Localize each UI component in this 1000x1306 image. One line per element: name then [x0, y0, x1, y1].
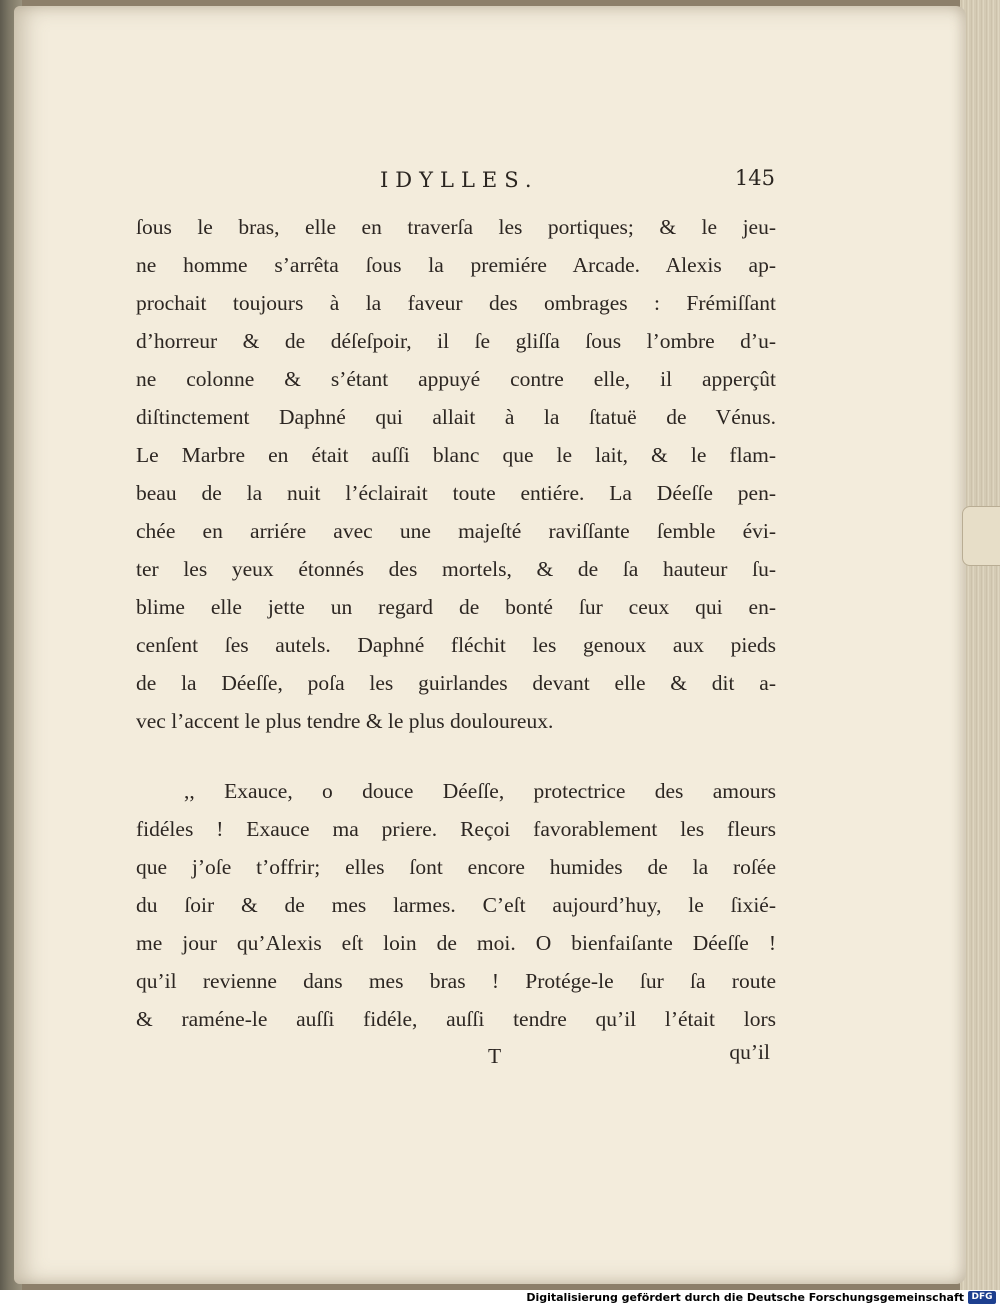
text-line: ne colonne & s’étant appuyé contre elle, il apperçût — [136, 367, 776, 391]
page-number: 145 — [734, 166, 775, 190]
text-line: Le Marbre en était auſſi blanc que le lait, & le flam- — [136, 443, 776, 467]
catchword: qu’il — [729, 1040, 770, 1064]
text-line: ,, Exauce, o douce Déeſſe, protectrice des amours — [184, 779, 776, 803]
text-line: prochait toujours à la faveur des ombrages : Frémiſſant — [136, 291, 776, 315]
text-line: chée en arriére avec une majeſté raviſſante ſemble évi- — [136, 519, 776, 543]
running-head-title: IDYLLES. — [380, 168, 539, 192]
running-head — [145, 168, 775, 202]
text-line: beau de la nuit l’éclairait toute entiére. La Déeſſe pen- — [136, 481, 776, 505]
page-edges — [960, 0, 1000, 1290]
text-line: qu’il revienne dans mes bras ! Protége-le ſur ſa route — [136, 969, 776, 993]
text-line: cenſent ſes autels. Daphné fléchit les genoux aux pieds — [136, 633, 776, 657]
digitization-footer — [0, 1290, 1000, 1306]
text-line: me jour qu’Alexis eſt loin de moi. O bienfaiſante Déeſſe ! — [136, 931, 776, 955]
dfg-logo-icon: DFG — [968, 1291, 996, 1304]
text-line: fidéles ! Exauce ma priere. Reçoi favorablement les fleurs — [136, 817, 776, 841]
text-line: & raméne-le auſſi fidéle, auſſi tendre qu’il l’était lors — [136, 1007, 776, 1031]
text-line: blime elle jette un regard de bonté ſur ceux qui en- — [136, 595, 776, 619]
text-line: de la Déeſſe, poſa les guirlandes devant elle & dit a- — [136, 671, 776, 695]
text-line: diſtinctement Daphné qui allait à la ſtatuë de Vénus. — [136, 405, 776, 429]
page-foot — [136, 1040, 776, 1078]
paragraph-2 — [136, 772, 776, 1038]
text-line: vec l’accent le plus tendre & le plus douloureux. — [136, 709, 554, 733]
text-line: ter les yeux étonnés des mortels, & de ſa hauteur ſu- — [136, 557, 776, 581]
text-line: que j’oſe t’offrir; elles ſont encore humides de la roſée — [136, 855, 776, 879]
text-line: d’horreur & de déſeſpoir, il ſe gliſſa ſous l’ombre d’u- — [136, 329, 776, 353]
footer-credit: Digitalisierung gefördert durch die Deutsche Forschungsgemeinschaft — [526, 1291, 964, 1304]
signature-mark: T — [488, 1044, 502, 1068]
page-tab-marker — [962, 506, 1000, 566]
paragraph-1 — [136, 208, 776, 740]
text-line: ſous le bras, elle en traverſa les portiques; & le jeu- — [136, 215, 776, 239]
text-line: du ſoir & de mes larmes. C’eſt aujourd’huy, le ſixié- — [136, 893, 776, 917]
text-line: ne homme s’arrêta ſous la premiére Arcade. Alexis ap- — [136, 253, 776, 277]
